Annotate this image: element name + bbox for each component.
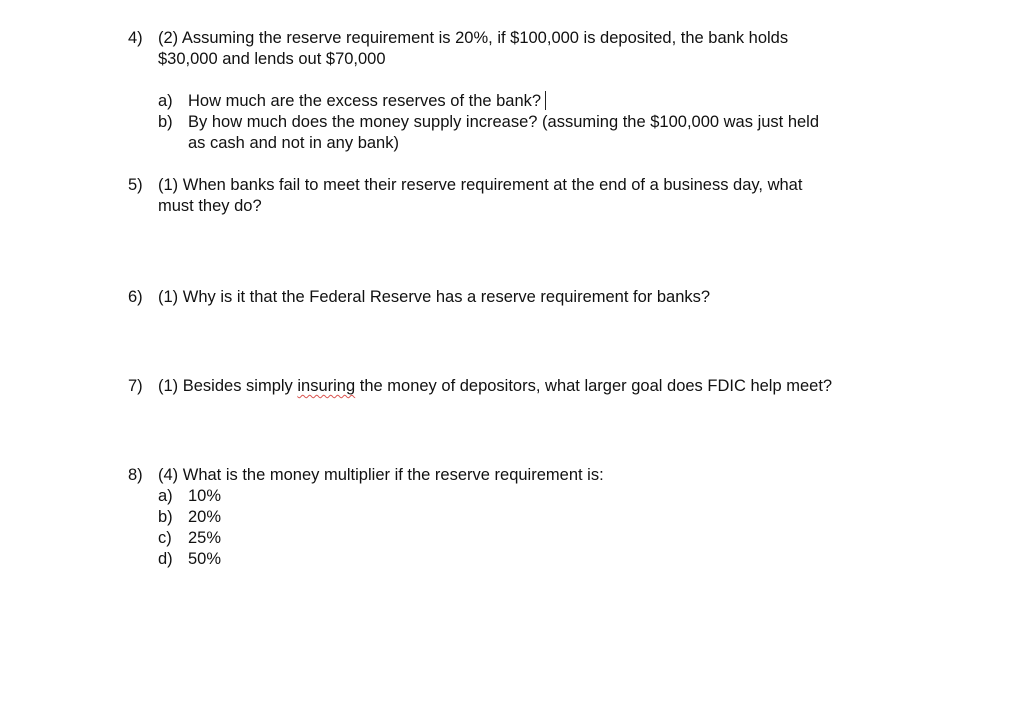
part-letter: b) [158,508,173,526]
part-letter: a) [158,92,173,110]
question-text: (1) When banks fail to meet their reserve requirement at the end of a business day, what [158,176,803,194]
question-number: 6) [128,288,143,306]
question-text: must they do? [158,197,262,215]
question-text: $30,000 and lends out $70,000 [158,50,386,68]
text-segment: (1) Besides simply [158,377,298,395]
question-number: 5) [128,176,143,194]
question-number: 4) [128,29,143,47]
part-text: 50% [188,550,222,568]
part-letter: a) [158,487,173,505]
question-text: (1) Why is it that the Federal Reserve has a reserve requirement for banks? [158,288,711,306]
part-text [188,91,546,112]
part-letter: b) [158,113,173,131]
text-cursor [545,91,546,110]
part-text: 20% [188,508,222,526]
question-text: (2) Assuming the reserve requirement is 20%, if $100,000 is deposited, the bank holds [158,29,789,47]
text-segment: the money of depositors, what larger goal does FDIC help meet? [355,377,833,395]
part-text: 10% [188,487,222,505]
part-text: as cash and not in any bank) [188,134,399,152]
question-number: 7) [128,377,143,395]
part-letter: c) [158,529,172,547]
part-text-content: How much are the excess reserves of the bank? [188,92,542,110]
misspelled-word[interactable]: insuring [297,377,356,395]
question-text: (4) What is the money multiplier if the reserve requirement is: [158,466,604,484]
part-text: By how much does the money supply increase? (assuming the $100,000 was just held [188,113,820,131]
question-text [158,376,832,397]
part-text: 25% [188,529,222,547]
part-letter: d) [158,550,173,568]
question-number: 8) [128,466,143,484]
